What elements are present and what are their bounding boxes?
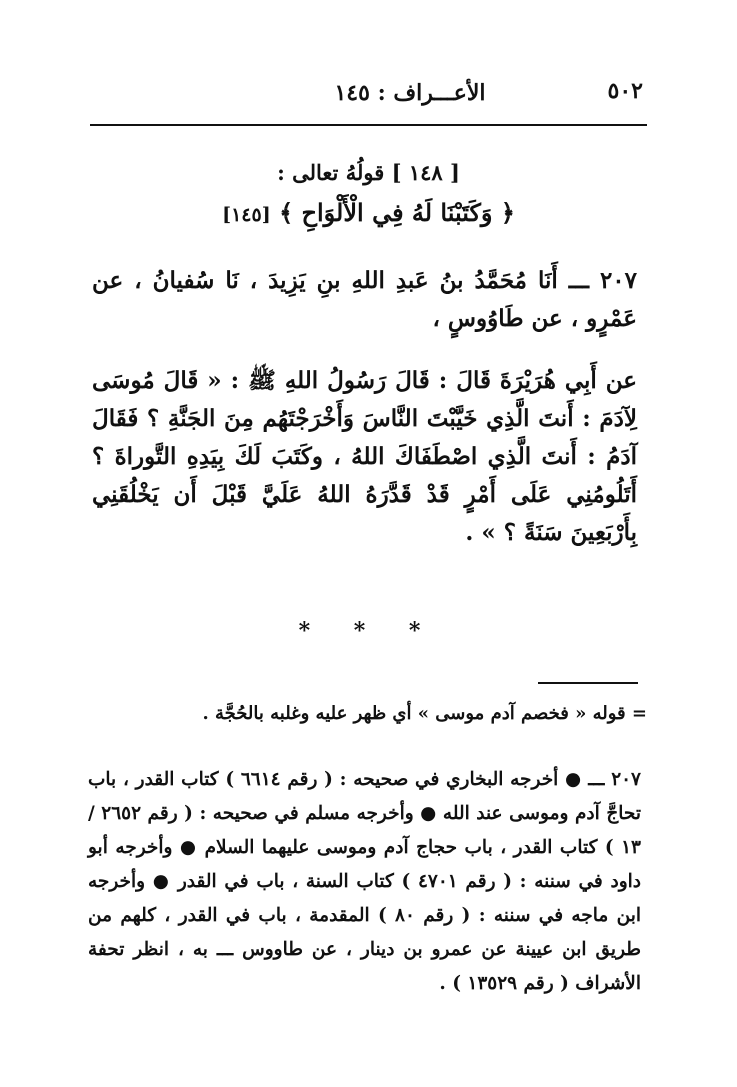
section-heading: [ ١٤٨ ] قولُهُ تعالى : xyxy=(277,160,460,185)
footnote-gloss: = قوله « فخصم آدم موسى » أي ظهر عليه وغلبه بالحُجَّة . xyxy=(202,703,647,724)
quran-verse-line xyxy=(110,198,627,227)
page-number: ٥٠٢ xyxy=(607,78,643,104)
header-rule xyxy=(90,124,647,126)
section-separator: * * * xyxy=(298,618,439,644)
quran-verse: ﴿ وَكَتَبْنَا لَهُ فِي الْأَلْوَاحِ ﴾ xyxy=(279,198,515,227)
page-header xyxy=(90,78,643,116)
hadith-text xyxy=(92,262,637,552)
hadith-matn: عن أَبِي هُرَيْرَةَ قَالَ : قَالَ رَسُولُ اللهِ ﷺ : « قَالَ مُوسَى لِآدَمَ : أَنتَ الَّذِي خَيَّبْتَ النَّاسَ وَأَخْرَجْتَهُم مِنَ الجَنَّةِ ؟ فَقَالَ آدَمُ : أَنتَ الَّذِي اصْطَفَاكَ اللهُ ، وكَتَبَ لَكَ بِيَدِهِ التَّوراةَ ؟ أَتَلُومُنِي عَلَى أَمْرٍ قَدْ قَدَّرَهُ اللهُ عَلَيَّ قَبْلَ أَن يَخْلُقَنِي بِأَرْبَعِينَ سَنَةً ؟ » . xyxy=(92,367,637,546)
verse-reference: [١٤٥] xyxy=(222,204,271,226)
hadith-isnad: ٢٠٧ ـــ أَنَا مُحَمَّدُ بنُ عَبدِ اللهِ بنِ يَزِيدَ ، نَا سُفيانُ ، عن عَمْرٍو ، عن طَاوُوسٍ ، xyxy=(92,267,637,332)
running-title: الأعـــراف : ١٤٥ xyxy=(334,80,486,106)
footnote-references: ٢٠٧ ـــ ● أخرجه البخاري في صحيحه : ( رقم ٦٦١٤ ) كتاب القدر ، باب تحاجَّ آدم وموسى عند الله ● وأخرجه مسلم في صحيحه : ( رقم ٢٦٥٢ / ١٣ ) كتاب القدر ، باب حجاج آدم وموسى عليهما السلام ● وأخرجه أبو داود في سننه : ( رقم ٤٧٠١ ) كتاب السنة ، باب في القدر ● وأخرجه ابن ماجه في سننه : ( رقم ٨٠ ) المقدمة ، باب في القدر ، كلهم من طريق ابن عيينة عن عمرو بن دينار ، عن طاووس ـــ به ، انظر تحفة الأشراف ( رقم ١٣٥٢٩ ) . xyxy=(88,769,642,994)
footnote-rule xyxy=(538,682,638,684)
